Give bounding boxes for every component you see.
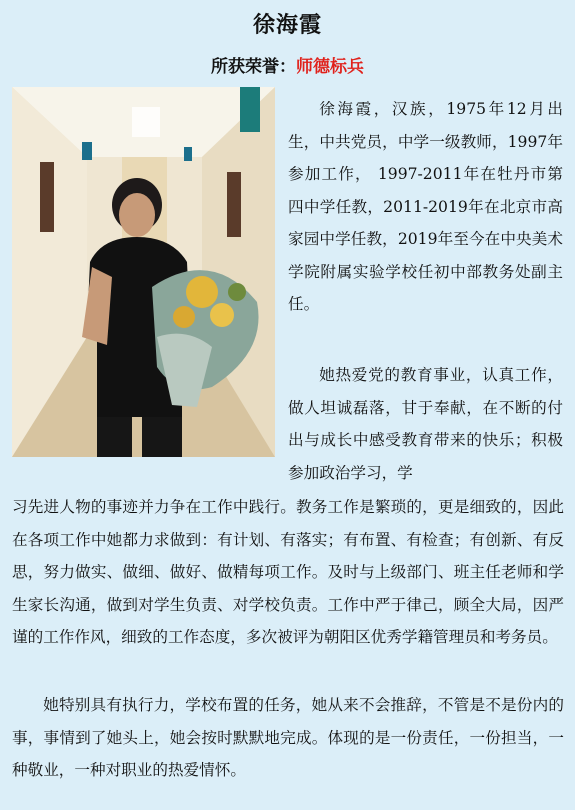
portrait-photo (12, 87, 275, 457)
honor-line (0, 52, 575, 77)
paragraph-execution: 她特别具有执行力，学校布置的任务，她从来不会推辞，不管是不是份内的事，事情到了她头上，她会按时默默地完成。体现的是一份责任，一份担当，一种敬业，一种对职业的热爱情怀。 (12, 696, 564, 779)
paragraph-dedication: 她热爱党的教育事业，认真工作，做人坦诚磊落，甘于奉献，在不断的付出与成长中感受教育带来的快乐；积极参加政治学习，学 (288, 366, 563, 482)
paragraph-work: 习先进人物的事迹并力争在工作中践行。教务工作是繁琐的，更是细致的，因此在各项工作中她都力求做到：有计划、有落实；有布置、有检查；有创新、有反思，努力做实、做细、做好、做精每项工作。及时与上级部门、班主任老师和学生家长沟通，做到对学生负责、对学校负责。工作中严于律己，顾全大局，因严谨的工作作风，细致的工作态度，多次被评为朝阳区优秀学籍管理员和考务员。 (12, 498, 564, 646)
page-title: 徐海霞 (252, 12, 322, 38)
portrait-photo-icon (12, 87, 275, 457)
paragraph-bio: 徐海霞，汉族，1975年12月出生，中共党员，中学一级教师，1997年参加工作， 1997-2011年在牡丹市第四中学任教，2011-2019年在北京市高家园中学任教，2019年至今在中央美术学院附属实验学校任初中部教务处副主任。 (288, 100, 563, 313)
honor-value: 师德标兵 (296, 57, 364, 77)
honor-label: 所获荣誉： (211, 57, 296, 77)
